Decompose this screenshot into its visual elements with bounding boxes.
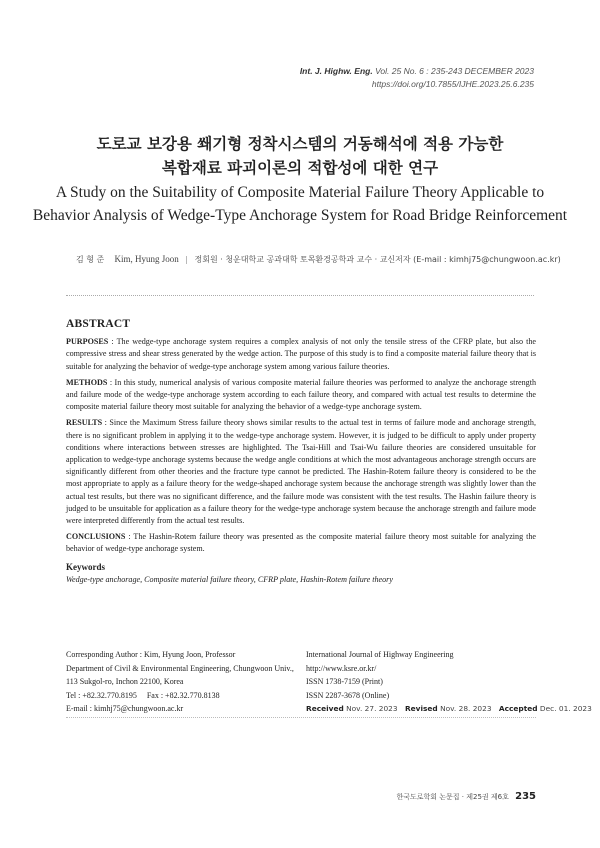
accepted-date: Dec. 01. 2023 — [539, 704, 592, 713]
correspondence-department: Department of Civil & Environmental Engineering, Chungwoon Univ., — [66, 663, 294, 673]
page-footer-journal: 한국도로학회 논문집 · 제25권 제6호 — [396, 793, 509, 801]
author-name-en: Kim, Hyung Joon — [114, 254, 179, 264]
keywords-heading: Keywords — [66, 561, 105, 572]
journal-info-issn-print: ISSN 1738-7159 (Print) — [306, 677, 383, 686]
author-separator: | — [185, 255, 188, 264]
journal-info-name: International Journal of Highway Engineering — [306, 650, 454, 659]
abstract-section — [66, 318, 536, 586]
abstract-conclusions — [66, 531, 536, 555]
journal-info-issn-online: ISSN 2287-3678 (Online) — [306, 690, 390, 700]
accepted-label: Accepted — [498, 704, 538, 713]
correspondence-email[interactable]: E-mail : kimhj75@chungwoon.ac.kr — [66, 704, 184, 713]
author-name-ko: 김 형 준 — [76, 255, 105, 264]
journal-info-url[interactable]: http://www.ksre.or.kr/ — [306, 663, 377, 673]
conclusions-text: : The Hashin-Rotem failure theory was presented as the composite material failure theory most suitable for analyzing the behavior of wedge-type anchorage system. — [66, 532, 536, 554]
journal-citation — [300, 64, 534, 78]
title-ko-line2: 복합재료 파괴이론의 적합성에 대한 연구 — [161, 158, 439, 177]
page-footer — [396, 791, 536, 802]
section-divider — [66, 295, 534, 296]
title-en-line1: A Study on the Suitability of Composite Material Failure Theory Applicable to — [55, 184, 545, 201]
journal-name: Int. J. Highw. Eng. — [299, 66, 373, 76]
journal-header — [300, 64, 534, 90]
title-en-line2: Behavior Analysis of Wedge-Type Anchorage System for Road Bridge Reinforcement — [32, 207, 568, 224]
methods-label: METHODS — [66, 377, 108, 387]
purposes-text: : The wedge-type anchorage system requires a complex analysis of not only the tensile stress of the CFRP plate, but also the compressive stress and shear stress generated by the wedge action. The purpose of this study is to find a composite material failure theory that is suitable for analyzing the behavior of wedge-type anchorage system among various failure theories. — [66, 337, 536, 371]
received-label: Received — [306, 704, 344, 713]
keywords-text: Wedge-type anchorage, Composite material failure theory, CFRP plate, Hashin-Rotem failure theory — [66, 574, 393, 584]
conclusions-label: CONCLUSIONS — [66, 532, 126, 542]
correspondence-address: 113 Sukgol-ro, Inchon 22100, Korea — [66, 677, 184, 686]
bottom-divider — [66, 717, 536, 718]
journal-info-block — [306, 648, 597, 716]
title-ko-line1: 도로교 보강용 쐐기형 정착시스템의 거동해석에 적용 가능한 — [96, 134, 504, 153]
page-number: 235 — [515, 791, 536, 802]
author-affiliation: 정회원 · 청운대학교 공과대학 토목환경공학과 교수 · 교신저자 (E-mail : kimhj75@chungwoon.ac.kr) — [194, 255, 561, 264]
methods-text: : In this study, numerical analysis of various composite material failure theories was performed to analyze the anchorage strength and failure mode of the wedge-type anchorage system according to each failure theory, and compared with actual test results to determine the composite material failure theory most suitable for analyzing the behavior of a wedge-type anchorage system. — [66, 377, 536, 412]
received-date: Nov. 27. 2023 — [346, 704, 398, 713]
correspondence-block — [66, 648, 294, 716]
revised-date: Nov. 28. 2023 — [440, 704, 492, 713]
revised-label: Revised — [404, 704, 438, 713]
results-text: : Since the Maximum Stress failure theory shows similar results to the actual test in terms of failure mode and anchorage strength, there is no significant problem in applying it to the wedge-type anchorage system. However, it is judged to be difficult to apply under property conditions where interactions between stresses are highlighted. The Tsai-Hill and Tsai-Wu failure theories are considered unsuitable for application to wedge-type anchorage systems because the wedge angle conditions at which the most advantageous anchorage strength occurs are significantly different from other theories and the fracture type cannot be predicted. The Hashin-Rotem failure theory is considered to be the most appropriate to apply as a failure theory for the wedge-shaped anchorage system because the anchorage strength was slightly lower than the actual test results, but there was no significant difference, and the failure mode was consistent with the test results. The Hashin failure theory is judged to be unsuitable for application as a failure theory for the wedge-type anchorage system because the anchorage strength and failure mode were interpreted differently from the actual test results. — [66, 418, 536, 526]
correspondence-author: Corresponding Author : Kim, Hyung Joon, Professor — [66, 650, 236, 659]
abstract-heading: ABSTRACT — [66, 318, 131, 330]
results-label: RESULTS — [66, 418, 103, 428]
abstract-methods — [66, 377, 536, 414]
correspondence-phone: Tel : +82.32.770.8195 Fax : +82.32.770.8138 — [66, 690, 220, 700]
abstract-purposes — [66, 336, 536, 373]
abstract-results — [66, 417, 536, 527]
submission-dates — [306, 702, 597, 716]
purposes-label: PURPOSES — [66, 337, 109, 347]
journal-volume: Vol. 25 No. 6 : 235-243 DECEMBER 2023 — [375, 66, 534, 76]
doi-link[interactable]: https://doi.org/10.7855/IJHE.2023.25.6.235 — [371, 79, 534, 89]
author-line — [76, 254, 561, 265]
